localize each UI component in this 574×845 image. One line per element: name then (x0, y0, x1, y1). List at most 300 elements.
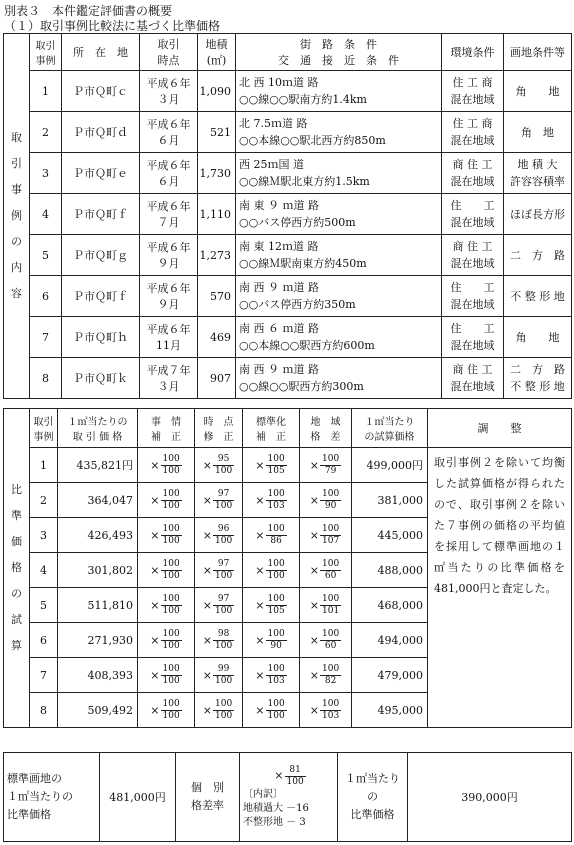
denominator: 101 (322, 605, 340, 616)
denominator: 100 (215, 605, 233, 616)
denominator: 100 (215, 535, 233, 546)
text-line: ○○本線○○駅西方約600m (239, 339, 375, 352)
case-location: Ｐ市Ｑ町ｄ (62, 112, 140, 153)
side-char: 例 (11, 209, 22, 222)
case-area: 1,273 (198, 235, 236, 276)
header-regional: 地 域 格 差 (300, 409, 352, 448)
circumstance-correction (138, 448, 195, 483)
case-road (236, 358, 442, 399)
header-standardization: 標準化 補 正 (243, 409, 300, 448)
text-line: ９月 (157, 298, 180, 311)
numerator: 100 (162, 453, 180, 464)
multiply-sign: × (309, 458, 320, 472)
multiply-sign: × (202, 633, 213, 647)
multiply-sign: × (202, 458, 213, 472)
multiply-sign: × (309, 528, 320, 542)
denominator: 103 (322, 710, 340, 721)
text-line: 平成６年 (146, 77, 191, 90)
fraction (266, 664, 287, 687)
denominator: 90 (270, 640, 282, 651)
text-line: ６月 (157, 175, 180, 188)
multiply-sign: × (255, 563, 265, 577)
denominator: 103 (267, 500, 285, 511)
side-label-cases (4, 34, 30, 399)
multiply-sign: × (255, 703, 265, 717)
regional-difference (300, 483, 352, 518)
text-line: ６月 (157, 134, 180, 147)
numerator: 97 (213, 594, 234, 606)
text-line: ○○線○○駅西方約300m (239, 380, 364, 393)
multiply-sign: × (255, 493, 265, 507)
case-location: Ｐ市Ｑ町ｋ (62, 358, 140, 399)
standardization-correction (243, 623, 300, 658)
std-price-value: 481,000円 (100, 753, 176, 842)
text-line: 商 住 工 (452, 158, 493, 171)
table-row (4, 317, 572, 358)
denominator: 100 (162, 605, 180, 616)
time-correction (195, 518, 243, 553)
side-char: の (11, 587, 22, 600)
case-road (236, 153, 442, 194)
numerator: 100 (215, 698, 233, 709)
case-env (442, 276, 504, 317)
fraction (213, 699, 234, 722)
time-correction (195, 483, 243, 518)
case-road (236, 276, 442, 317)
fraction (161, 489, 182, 512)
trial-price: 435,821円 (58, 448, 138, 483)
numerator: 100 (162, 663, 180, 674)
denominator: 100 (267, 570, 285, 581)
numerator: 100 (267, 628, 285, 639)
multiply-sign: × (309, 633, 320, 647)
denominator: 105 (267, 465, 285, 476)
circumstance-correction (138, 553, 195, 588)
trial-case-no: 4 (30, 553, 58, 588)
case-road (236, 194, 442, 235)
case-no: 7 (30, 317, 62, 358)
multiply-sign: × (309, 703, 320, 717)
numerator: 97 (213, 489, 234, 501)
fraction (320, 699, 341, 722)
fraction (266, 699, 287, 722)
fraction (320, 559, 341, 582)
case-lot (504, 358, 572, 399)
text-line: 平成７年 (146, 364, 191, 377)
case-no: 4 (30, 194, 62, 235)
case-no: 6 (30, 276, 62, 317)
numerator: 100 (322, 663, 340, 674)
numerator: 100 (162, 698, 180, 709)
denominator: 100 (162, 465, 180, 476)
numerator: 97 (213, 559, 234, 571)
standardization-correction (243, 483, 300, 518)
fraction (320, 594, 341, 617)
text-line: 混在地域 (450, 257, 495, 270)
time-correction (195, 588, 243, 623)
header-area: 地積 (㎡) (198, 34, 236, 71)
fraction (266, 524, 287, 547)
fraction (266, 454, 287, 477)
header-lot: 画地条件等 (504, 34, 572, 71)
case-road (236, 112, 442, 153)
fraction (320, 524, 341, 547)
trial-price: 511,810 (58, 588, 138, 623)
case-env (442, 358, 504, 399)
side-char: 算 (11, 639, 22, 652)
case-lot: 角 地 (504, 317, 572, 358)
case-time (140, 276, 198, 317)
numerator: 100 (267, 593, 285, 604)
trial-price: 301,802 (58, 553, 138, 588)
denominator: 90 (324, 500, 337, 511)
case-no: 8 (30, 358, 62, 399)
multiply-sign: × (255, 458, 265, 472)
multiply-sign: × (202, 668, 213, 682)
multiply-sign: × (255, 668, 265, 682)
std-price-label: 標準画地の １㎡当たりの 比準価格 (4, 753, 100, 842)
numerator: 100 (267, 558, 285, 569)
transaction-cases-table (3, 33, 572, 399)
fraction (320, 454, 341, 477)
text-line: 平成６年 (146, 241, 191, 254)
text-line: 混在地域 (450, 298, 495, 311)
header-trial-price: １㎡当たり の試算価格 (352, 409, 428, 448)
text-line: ○○線Ｍ駅南東方約450m (239, 257, 367, 270)
case-road (236, 317, 442, 358)
side-char: 引 (11, 157, 22, 170)
case-area: 1,110 (198, 194, 236, 235)
denominator: 100 (215, 500, 233, 511)
fraction (213, 664, 234, 687)
case-time (140, 71, 198, 112)
trial-price: 509,492 (58, 693, 138, 728)
text-line: 平成６年 (146, 282, 191, 295)
case-location: Ｐ市Ｑ町ｇ (62, 235, 140, 276)
table-row (4, 153, 572, 194)
text-line: 混在地域 (450, 175, 495, 188)
header-road: 街 路 条 件 交 通 接 近 条 件 (236, 34, 442, 71)
standardization-correction (243, 693, 300, 728)
text-line: 不 整 形 地 (510, 380, 565, 393)
text-line: 北 西 10ｍ道 路 (239, 76, 319, 89)
multiply-sign: × (255, 598, 265, 612)
text-line: 平成６年 (146, 118, 191, 131)
numerator: 100 (162, 523, 180, 534)
header-time: 取引 時点 (140, 34, 198, 71)
numerator: 96 (213, 524, 234, 536)
case-lot: 二 方 路 (504, 235, 572, 276)
case-road (236, 71, 442, 112)
header-circumstance: 事 情 補 正 (138, 409, 195, 448)
numerator: 100 (267, 453, 285, 464)
text-line: ○○線○○駅南方約1.4km (239, 93, 367, 106)
denominator: 82 (324, 675, 337, 686)
text-line: 混在地域 (450, 93, 495, 106)
summary-table (3, 752, 572, 842)
trial-price: 408,393 (58, 658, 138, 693)
case-area: 907 (198, 358, 236, 399)
regional-difference (300, 658, 352, 693)
fraction (320, 664, 341, 687)
text-line: 南 西 ９ ｍ道 路 (239, 281, 319, 294)
case-area: 521 (198, 112, 236, 153)
trial-result: 488,000 (352, 553, 428, 588)
side-char: 準 (11, 509, 22, 522)
fraction (213, 524, 234, 547)
text-line: 住 工 商 (452, 76, 493, 89)
text-line: 混在地域 (450, 380, 495, 393)
trial-case-no: 7 (30, 658, 58, 693)
header-price: １㎡当たりの 取 引 価 格 (58, 409, 138, 448)
numerator: 100 (162, 558, 180, 569)
text-line: 二 方 路 (510, 363, 565, 376)
circumstance-correction (138, 693, 195, 728)
header-adjustment: 調 整 (428, 409, 572, 448)
table-row (4, 112, 572, 153)
regional-difference (300, 623, 352, 658)
circumstance-correction (138, 588, 195, 623)
case-env (442, 194, 504, 235)
multiply-sign: × (150, 633, 160, 647)
case-time (140, 235, 198, 276)
text-line: 住 工 (450, 281, 495, 294)
text-line: ○○本線○○駅北西方約850m (239, 134, 386, 147)
side-char: 試 (11, 613, 22, 626)
case-env (442, 71, 504, 112)
trial-price: 271,930 (58, 623, 138, 658)
denominator: 100 (162, 535, 180, 546)
trial-result: 468,000 (352, 588, 428, 623)
time-correction (195, 448, 243, 483)
trial-price: 364,047 (58, 483, 138, 518)
denominator: 100 (162, 500, 180, 511)
multiply-sign: × (202, 493, 213, 507)
case-lot: 不 整 形 地 (504, 276, 572, 317)
fraction (161, 664, 182, 687)
text-line: ７月 (157, 216, 180, 229)
text-line: 許容容積率 (510, 175, 565, 188)
fraction (161, 629, 182, 652)
numerator: 100 (322, 453, 340, 464)
standardization-correction (243, 448, 300, 483)
case-no: 3 (30, 153, 62, 194)
case-location: Ｐ市Ｑ町ｆ (62, 194, 140, 235)
case-lot: 角 地 (504, 112, 572, 153)
time-correction (195, 693, 243, 728)
header-case-no-2: 取引 事例 (30, 409, 58, 448)
side-char: 格 (11, 561, 22, 574)
trial-price-table (3, 408, 572, 728)
trial-result: 445,000 (352, 518, 428, 553)
text-line: 地 積 大 (517, 158, 558, 171)
text-line: 南 東 12ｍ道 路 (239, 240, 319, 253)
case-area: 570 (198, 276, 236, 317)
numerator: 100 (322, 488, 340, 499)
case-location: Ｐ市Ｑ町ｃ (62, 71, 140, 112)
case-lot: 角 地 (504, 71, 572, 112)
trial-result: 479,000 (352, 658, 428, 693)
case-env (442, 153, 504, 194)
time-correction (195, 623, 243, 658)
standardization-correction (243, 588, 300, 623)
header-env: 環境条件 (442, 34, 504, 71)
denominator: 60 (324, 640, 337, 651)
multiply-sign: × (309, 598, 320, 612)
multiply-sign: × (150, 703, 160, 717)
multiply-sign: × (202, 563, 213, 577)
fraction (213, 594, 234, 617)
denominator: 100 (162, 710, 180, 721)
multiply-sign: × (255, 633, 265, 647)
numerator: 100 (322, 593, 340, 604)
denominator: 100 (215, 570, 233, 581)
case-no: 2 (30, 112, 62, 153)
multiply-sign: × (150, 493, 160, 507)
fraction (320, 629, 341, 652)
multiply-sign: × (309, 668, 320, 682)
fraction (213, 559, 234, 582)
text-line: 11月 (156, 339, 181, 352)
numerator: 100 (267, 663, 285, 674)
text-line: 北 7.5ｍ道 路 (239, 117, 308, 130)
numerator: 100 (162, 593, 180, 604)
multiply-sign: × (309, 563, 320, 577)
case-location: Ｐ市Ｑ町ｅ (62, 153, 140, 194)
case-area: 1,730 (198, 153, 236, 194)
case-time (140, 153, 198, 194)
section-subtitle: （１）取引事例比較法に基づく比準価格 (4, 19, 221, 33)
denominator: 86 (270, 535, 282, 546)
trial-result: 381,000 (352, 483, 428, 518)
fraction (161, 699, 182, 722)
trial-case-no: 6 (30, 623, 58, 658)
text-line: ９月 (157, 257, 180, 270)
text-line: 平成６年 (146, 323, 191, 336)
side-char: 事 (11, 183, 22, 196)
text-line: 混在地域 (450, 134, 495, 147)
trial-case-no: 2 (30, 483, 58, 518)
fraction (266, 559, 287, 582)
standardization-correction (243, 658, 300, 693)
denominator: 100 (162, 675, 180, 686)
adjustment-text: 取引事例２を除いて均衡した試算価格が得られたので、取引事例２を除いた７事例の価格の平均値を採用して標準画地の１㎡当たりの比準価格を481,000円と査定した。 (428, 448, 572, 728)
text-line: 南 西 ６ ｍ道 路 (239, 322, 319, 335)
fraction (213, 454, 234, 477)
fraction (161, 559, 182, 582)
table-row (4, 448, 572, 483)
header-case-no: 取引 事例 (30, 34, 62, 71)
text-line: 商 住 工 (452, 363, 493, 376)
text-line: 平成６年 (146, 159, 191, 172)
numerator: 100 (322, 523, 340, 534)
multiply-sign: × (150, 528, 160, 542)
side-char: 取 (11, 131, 22, 144)
text-line: ○○バス停西方約350m (239, 298, 356, 311)
trial-result: 499,000円 (352, 448, 428, 483)
text-line: ○○バス停西方約500m (239, 216, 356, 229)
multiply-sign: × (150, 458, 160, 472)
case-env (442, 317, 504, 358)
text-line: 西 25ｍ国 道 (239, 158, 304, 171)
side-char: 内 (11, 261, 22, 274)
case-area: 469 (198, 317, 236, 358)
denominator: 100 (215, 465, 233, 476)
denominator: 100 (215, 640, 233, 651)
case-time (140, 317, 198, 358)
time-correction (195, 658, 243, 693)
table-row (4, 276, 572, 317)
case-lot: ほぼ長方形 (504, 194, 572, 235)
multiply-sign: × (309, 493, 320, 507)
text-line: 混在地域 (450, 216, 495, 229)
text-line: 住 工 (450, 199, 495, 212)
unit-price-value: 390,000円 (408, 753, 572, 842)
regional-difference (300, 518, 352, 553)
trial-case-no: 1 (30, 448, 58, 483)
text-line: 住 工 商 (452, 117, 493, 130)
multiply-sign: × (202, 598, 213, 612)
denominator: 103 (267, 675, 285, 686)
case-env (442, 235, 504, 276)
case-lot (504, 153, 572, 194)
case-location: Ｐ市Ｑ町ｈ (62, 317, 140, 358)
document-title: 別表３ 本件鑑定評価書の概要 (4, 4, 173, 18)
multiply-sign: × (150, 668, 160, 682)
circumstance-correction (138, 658, 195, 693)
text-line: 住 工 (450, 322, 495, 335)
numerator: 100 (267, 488, 285, 499)
text-line: 混在地域 (450, 339, 495, 352)
case-time (140, 112, 198, 153)
numerator: 98 (213, 629, 234, 641)
table-row (4, 71, 572, 112)
side-label-trial (4, 409, 30, 728)
text-line: ○○線Ｍ駅北東方約1.5km (239, 175, 370, 188)
case-env (442, 112, 504, 153)
numerator: 100 (322, 628, 340, 639)
text-line: ３月 (157, 93, 180, 106)
standardization-correction (243, 553, 300, 588)
numerator: 95 (213, 454, 234, 466)
regional-difference (300, 448, 352, 483)
regional-difference (300, 588, 352, 623)
fraction (161, 454, 182, 477)
case-area: 1,090 (198, 71, 236, 112)
multiply-sign: × (150, 563, 160, 577)
fraction (213, 489, 234, 512)
text-line: ３月 (157, 380, 180, 393)
trial-case-no: 8 (30, 693, 58, 728)
side-char: の (11, 235, 22, 248)
side-char: 比 (11, 483, 22, 496)
numerator: 100 (322, 558, 340, 569)
regional-difference (300, 693, 352, 728)
denominator: 60 (324, 570, 337, 581)
fraction (266, 594, 287, 617)
denominator: 105 (267, 605, 285, 616)
header-time-correction: 時 点 修 正 (195, 409, 243, 448)
circumstance-correction (138, 623, 195, 658)
numerator: 100 (267, 698, 285, 709)
header-location: 所 在 地 (62, 34, 140, 71)
table-row (4, 358, 572, 399)
side-char: 容 (11, 287, 22, 300)
regional-difference (300, 553, 352, 588)
indiv-rate-label: 個 別 格差率 (176, 753, 240, 842)
numerator: 100 (267, 523, 285, 534)
circumstance-correction (138, 518, 195, 553)
